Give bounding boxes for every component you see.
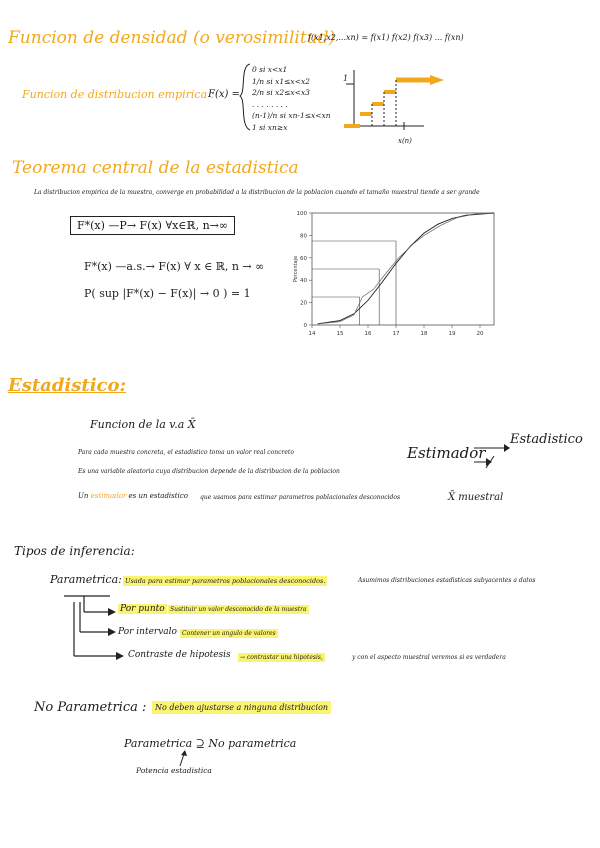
y-axis-label: Porcentaje xyxy=(293,255,299,283)
step-function-sketch xyxy=(340,66,450,146)
item-2-text: → contrastar una hipotesis, xyxy=(240,654,323,661)
y-tick-label-4: 80 xyxy=(300,233,307,240)
y-tick-label-0: 0 xyxy=(303,323,307,329)
estadistico-title: Estadistico: xyxy=(8,375,127,396)
parametrica-extra: Asumimos distribuciones estadisticas subyacentes a datos xyxy=(358,577,536,584)
noparam-label: No Parametrica : xyxy=(34,700,147,715)
y-tick-label-2: 40 xyxy=(300,278,307,285)
side-estadistico: Estadistico xyxy=(510,432,583,447)
param-compare: Parametrica ⊇ No parametrica xyxy=(124,737,297,750)
teorema-eq1: F*(x) —a.s.→ F(x) ∀ x ∈ ℝ, n → ∞ xyxy=(84,260,265,273)
x-tick-label-3: 17 xyxy=(392,331,400,337)
side-xmuestral: X̄ muestral xyxy=(448,492,504,503)
step-y-label: 1 xyxy=(343,74,349,83)
case-3: . . . . . . . . xyxy=(252,99,288,109)
estadistico-funcion: Funcion de la v.a X̄ xyxy=(90,418,196,431)
implication-arrows xyxy=(472,438,512,472)
noparam-text: No deben ajustarse a ninguna distribucion xyxy=(152,701,331,714)
estimador-word: estimador xyxy=(90,492,127,500)
empirical-fname: F(x) = xyxy=(208,89,240,100)
x-tick-label-5: 19 xyxy=(448,331,456,337)
item-1-label: Por intervalo xyxy=(118,627,177,637)
empirical-label: Funcion de distribucion empirica : xyxy=(22,88,215,101)
parametrica-label: Parametrica: xyxy=(50,573,122,586)
y-tick-label-1: 20 xyxy=(300,300,307,307)
ecdf-chart xyxy=(290,205,500,345)
item-0-label: Por punto xyxy=(120,604,165,614)
item-2-tail: y con el aspecto muestral veremos si es verdadera xyxy=(352,654,506,661)
estimador-sentence xyxy=(78,492,188,500)
empirical-cases xyxy=(252,64,331,133)
item-1-text: Contener un angulo de valores xyxy=(182,630,276,637)
step-x-label: x(n) xyxy=(398,137,412,145)
y-tick-label-3: 60 xyxy=(300,255,307,262)
teorema-eq2: P( sup |F*(x) − F(x)| → 0 ) = 1 xyxy=(84,287,251,300)
case-1: 1/n si x1≤x<x2 xyxy=(252,76,310,86)
item-2-label: Contraste de hipotesis xyxy=(128,650,231,660)
y-tick-label-5: 100 xyxy=(296,211,307,217)
ecdf-chart-svg xyxy=(290,205,500,345)
teorema-title: Teorema central de la estadistica xyxy=(12,158,299,178)
item-0-text: Sustituir un valor desconocido de la muestra xyxy=(170,606,307,613)
teorema-statement: La distribucion empirica de la muestra, converge en probabilidad a la distribucion de la poblacion cuando el tamaño muestral tiende a ser grande xyxy=(34,189,480,196)
x-tick-label-0: 14 xyxy=(308,331,316,337)
x-tick-label-4: 18 xyxy=(420,331,428,337)
estimador-suffix: es un estadistico xyxy=(128,492,188,500)
series-line-0 xyxy=(318,213,494,324)
estadistico-line2: Es una variable aleatoria cuya distribucion depende de la distribucion de la poblacion xyxy=(78,468,340,475)
case-4: (n-1)/n si xn-1≤x<xn xyxy=(252,111,331,120)
series-line-1 xyxy=(318,213,492,324)
estimador-prefix: Un xyxy=(78,492,89,500)
x-tick-label-2: 16 xyxy=(364,331,372,337)
case-2: 2/n si x2≤x<x3 xyxy=(252,88,310,97)
step-arrowhead xyxy=(430,75,444,85)
density-formula: f(x1,x2,...xn) = f(x1) f(x2) f(x3) ... f(xn) xyxy=(308,33,464,42)
potencia-label: Potencia estadistica xyxy=(136,766,212,775)
inferencia-title: Tipos de inferencia: xyxy=(14,544,135,558)
x-tick-label-6: 20 xyxy=(476,331,484,337)
estimador-note: que usamos para estimar parametros poblacionales desconocidos xyxy=(200,494,401,501)
case-0: 0 si x<x1 xyxy=(252,65,288,74)
side-estimador: Estimador xyxy=(407,444,486,462)
density-title: Funcion de densidad (o verosimilitud) xyxy=(8,28,336,48)
teorema-boxed: F*(x) —P→ F(x) ∀x∈ℝ, n→∞ xyxy=(70,216,235,235)
parametrica-text: Usada para estimar parametros poblacionales desconocidos. xyxy=(125,577,326,585)
case-5: 1 si xn≥x xyxy=(252,122,288,132)
x-tick-label-1: 15 xyxy=(336,331,344,337)
estadistico-line1: Para cada muestra concreta, el estadistico toma un valor real concreto xyxy=(78,449,294,456)
